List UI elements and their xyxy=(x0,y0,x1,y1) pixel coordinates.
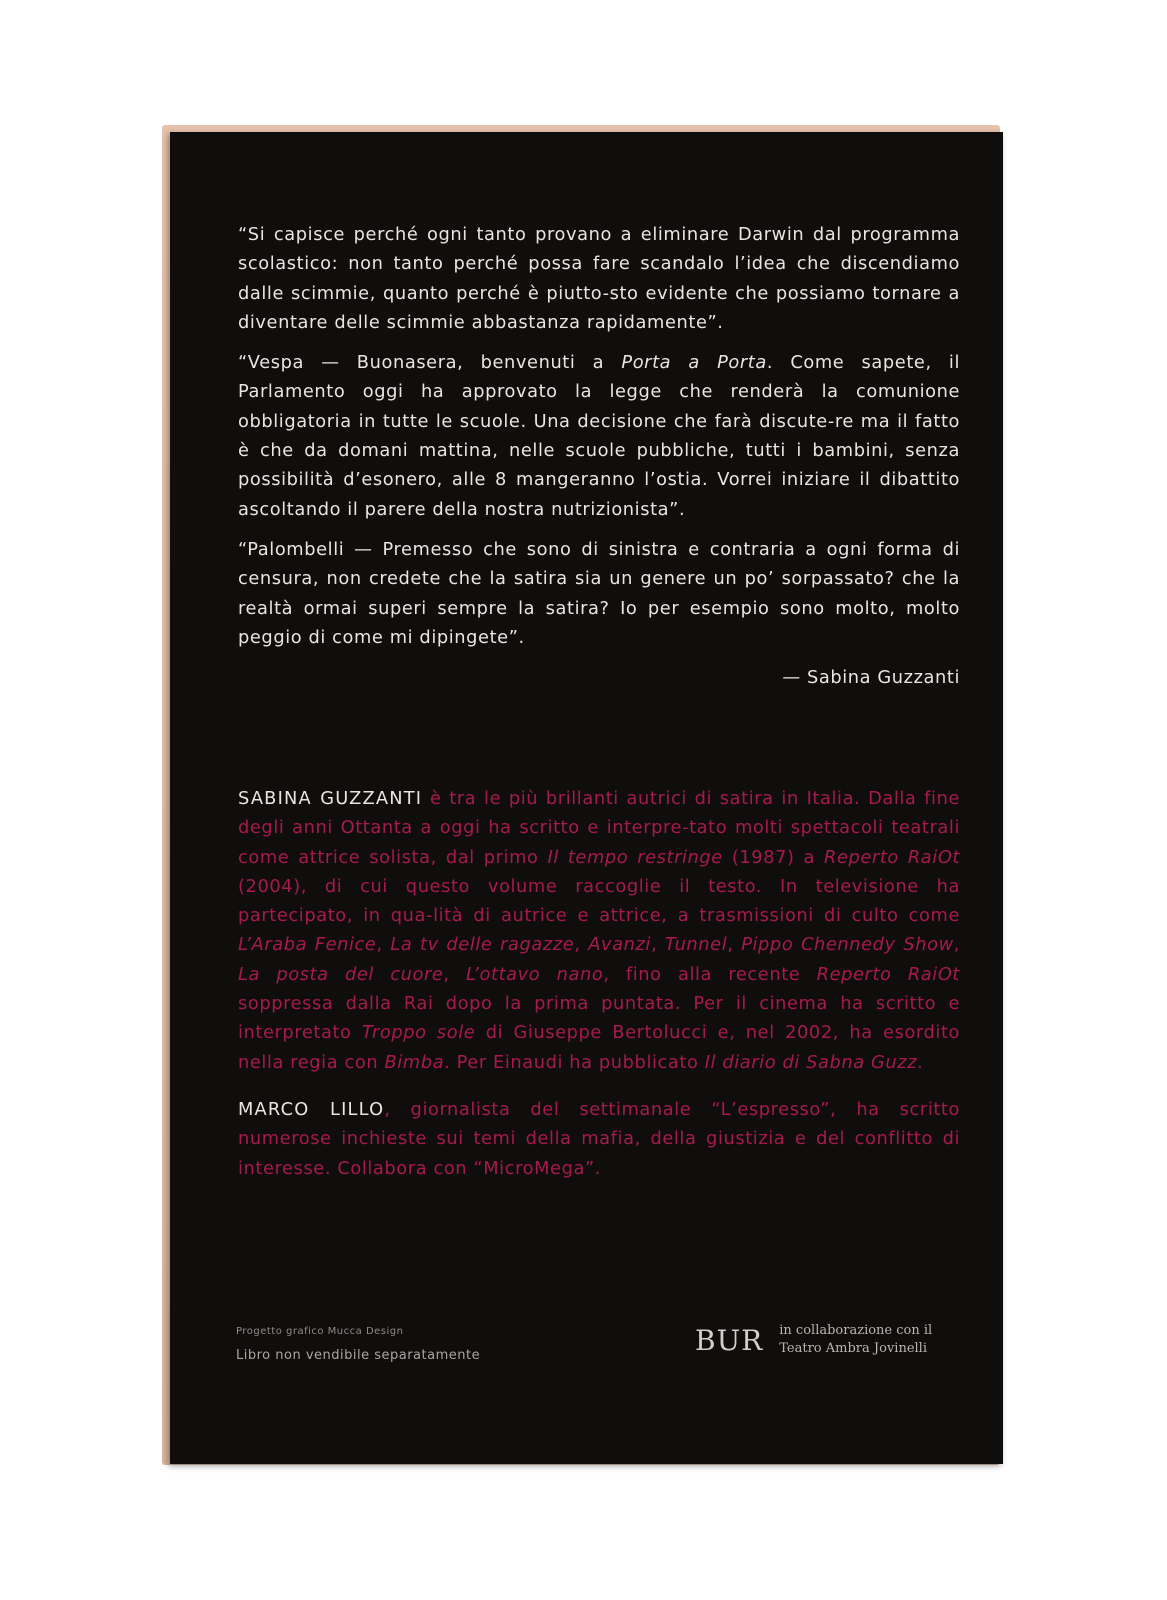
quote-darwin: “Si capisce perché ogni tanto provano a eliminare Darwin dal programma scolastico: non tanto perché possa fare scandalo l’idea che discendiamo dalle scimmie, quanto perché è piutto-sto evidente che possiamo tornare a diventare delle scimmie abbastanza rapidamente”. xyxy=(238,224,960,333)
partner-note: in collaborazione con il Teatro Ambra Jovinelli xyxy=(779,1323,933,1356)
quotes-block xyxy=(238,220,960,692)
bur-logo: BUR xyxy=(695,1323,764,1357)
show-title: Porta a Porta xyxy=(621,352,767,374)
publisher-block xyxy=(695,1320,932,1360)
book-back-cover xyxy=(170,132,1003,1464)
credits-block xyxy=(236,1320,480,1368)
quote-vespa: “Vespa — Buonasera, benvenuti a Porta a Porta. Come sapete, il Parlamento oggi ha approvato la legge che renderà la comunione obbligatoria in tutte le scuole. Una decisione che farà discute-re ma il fatto è che da domani mattina, nelle scuole pubbliche, tutti i bambini, senza possibilità d’esonero, alle 8 mangeranno l’ostia. Vorrei iniziare il dibattito ascoltando il parere della nostra nutrizionista”. xyxy=(238,352,961,520)
design-credit: Progetto grafico Mucca Design xyxy=(236,1326,404,1337)
bio-sabina-guzzanti: SABINA GUZZANTI è tra le più brillanti autrici di satira in Italia. Dalla fine degli anni Ottanta a oggi ha scritto e interpre-tato molti spettacoli teatrali come attrice solista, dal primo Il tempo restringe (1987) a Reperto RaiOt (2004), di cui questo volume raccoglie il testo. In televisione ha partecipato, in qua-lità di autrice e attrice, a trasmissioni di culto come L’Araba Fenice, La tv delle ragazze, Avanzi, Tunnel, Pippo Chennedy Show, La posta del cuore, L’ottavo nano, fino alla recente Reperto RaiOt soppressa dalla Rai dopo la prima puntata. Per il cinema ha scritto e interpretato Troppo sole di Giuseppe Bertolucci e, nel 2002, ha esordito nella regia con Bimba. Per Einaudi ha pubblicato Il diario di Sabna Guzz. xyxy=(238,788,961,1073)
author-bios xyxy=(238,784,960,1201)
bio-marco-lillo: MARCO LILLO, giornalista del settimanale “L’espresso”, ha scritto numerose inchieste sui temi della mafia, della giustizia e del conflitto di interesse. Collabora con “MicroMega”. xyxy=(238,1098,960,1179)
author-name: SABINA GUZZANTI xyxy=(238,788,423,809)
author-name: MARCO LILLO xyxy=(238,1098,385,1120)
quote-attribution: — Sabina Guzzanti xyxy=(782,667,960,689)
sale-note: Libro non vendibile separatamente xyxy=(236,1348,481,1363)
quote-palombelli: “Palombelli — Premesso che sono di sinistra e contraria a ogni forma di censura, non credete che la satira sia un genere un po’ sorpassato? che la realtà ormai superi sempre la satira? Io per esempio sono molto, molto peggio di come mi dipingete”. xyxy=(238,538,960,648)
